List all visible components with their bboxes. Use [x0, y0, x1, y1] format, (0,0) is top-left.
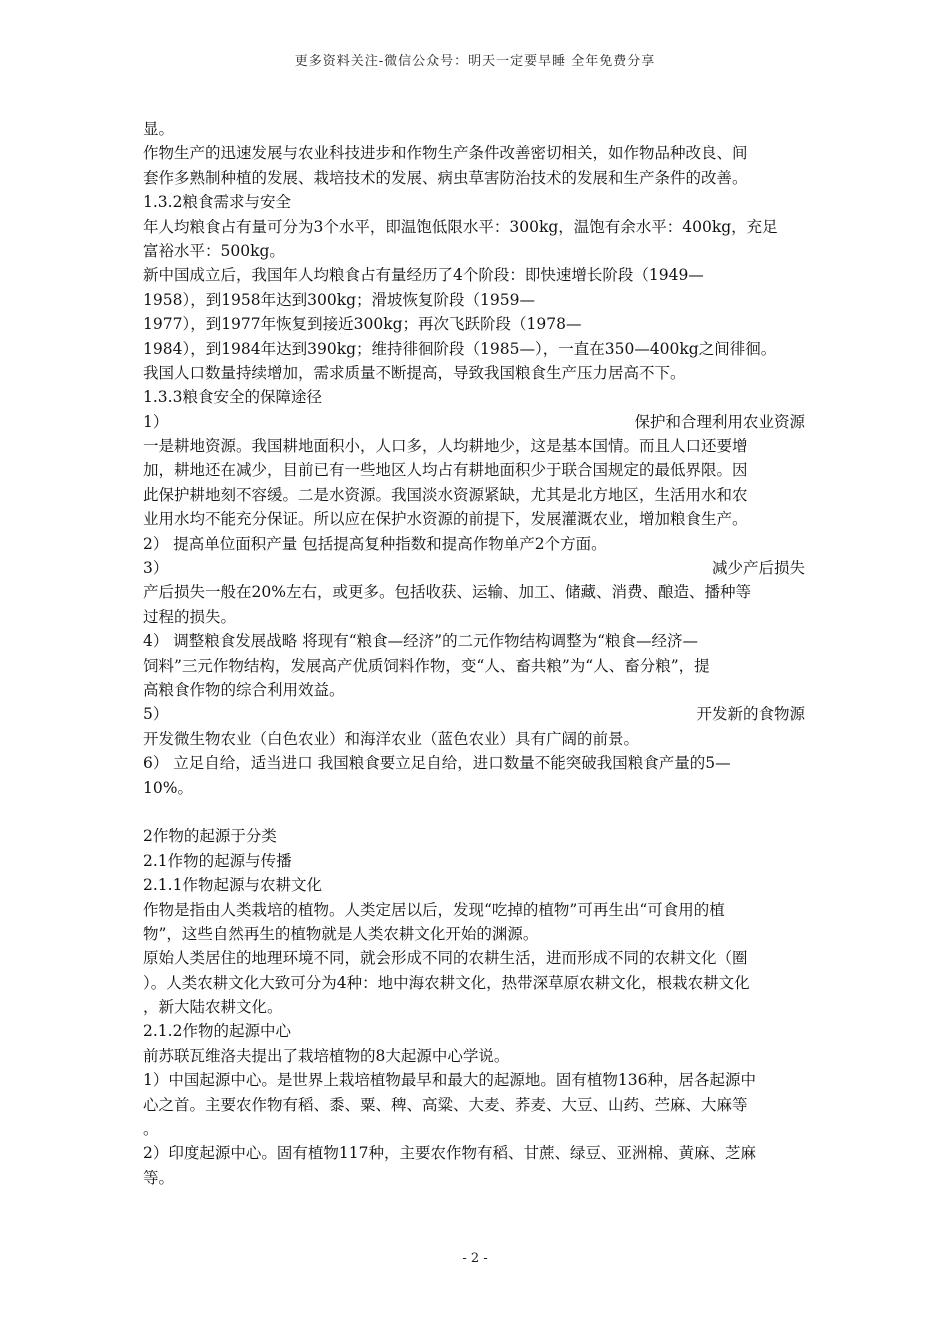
- text-line: 此保护耕地刻不容缓。二是水资源。我国淡水资源紧缺，尤其是北方地区，生活用水和农: [143, 485, 748, 504]
- text-line: 产后损失一般在20%左右，或更多。包括收获、运输、加工、储藏、消费、酿造、播种等: [143, 583, 751, 602]
- item-number: 5）: [143, 705, 169, 724]
- text-line: ）。人类农耕文化大致可分为4种：地中海农耕文化，热带深草原农耕文化，根栽农耕文化: [143, 973, 750, 992]
- text-line: 作物是指由人类栽培的植物。人类定居以后，发现“吃掉的植物”可再生出“可食用的植: [143, 900, 725, 919]
- text-line: 我国人口数量持续增加，需求质量不断提高，导致我国粮食生产压力居高不下。: [143, 363, 686, 382]
- text-line: 2） 提高单位面积产量 包括提高复种指数和提高作物单产2个方面。: [143, 534, 607, 553]
- text-line: 。: [143, 1120, 159, 1139]
- text-line: 套作多熟制种植的发展、栽培技术的发展、病虫草害防治技术的发展和生产条件的改善。: [143, 168, 748, 187]
- text-line: 物”，这些自然再生的植物就是人类农耕文化开始的渊源。: [143, 924, 539, 943]
- page-header: 更多资料关注-微信公众号：明天一定要早睡 全年免费分享: [294, 54, 656, 69]
- text-line: ，新大陆农耕文化。: [143, 998, 283, 1017]
- item-number: 1）: [143, 412, 169, 431]
- item-title: 减少产后损失: [711, 559, 805, 578]
- text-line: 开发微生物农业（白色农业）和海洋农业（蓝色农业）具有广阔的前景。: [143, 729, 640, 748]
- section-heading: 2.1.2作物的起源中心: [143, 1022, 291, 1041]
- text-line: 等。: [143, 1168, 175, 1187]
- text-line: 6） 立足自给，适当进口 我国粮食要立足自给，进口数量不能突破我国粮食产量的5—: [143, 754, 731, 773]
- text-line: 10%。: [143, 778, 193, 797]
- item-title: 开发新的食物源: [696, 705, 805, 724]
- text-line: 饲料”三元作物结构，发展高产优质饲料作物，变“人、畜共粮”为“人、畜分粮”，提: [143, 656, 710, 675]
- text-line: 1）中国起源中心。是世界上栽培植物最早和最大的起源地。固有植物136种，居各起源中: [143, 1071, 756, 1090]
- blank-line: [143, 800, 805, 824]
- text-line: 4） 调整粮食发展战略 将现有“粮食—经济”的二元作物结构调整为“粮食—经济—: [143, 632, 698, 651]
- page-number: - 2 -: [462, 1251, 488, 1266]
- list-item-heading: [143, 410, 805, 434]
- section-heading: 2.1.1作物起源与农耕文化: [143, 876, 322, 895]
- list-item-heading: [143, 702, 805, 726]
- text-line: 业用水均不能充分保证。所以应在保护水资源的前提下，发展灌溉农业，增加粮食生产。: [143, 510, 748, 529]
- list-item-heading: [143, 556, 805, 580]
- text-line: 1984），到1984年达到390kg；维持徘徊阶段（1985—），一直在350—400kg之间徘徊。: [143, 339, 777, 358]
- text-line: 作物生产的迅速发展与农业科技进步和作物生产条件改善密切相关，如作物品种改良、间: [143, 144, 748, 163]
- text-line: 显。: [143, 120, 175, 138]
- text-line: 2）印度起源中心。固有植物117种，主要农作物有稻、甘蔗、绿豆、亚洲棉、黄麻、芝麻: [143, 1144, 756, 1163]
- text-line: 高粮食作物的综合利用效益。: [143, 680, 345, 699]
- chapter-heading: 2作物的起源于分类: [143, 827, 277, 846]
- text-line: 新中国成立后，我国年人均粮食占有量经历了4个阶段：即快速增长阶段（1949—: [143, 266, 704, 285]
- text-line: 原始人类居住的地理环境不同，就会形成不同的农耕生活，进而形成不同的农耕文化（圈: [143, 949, 748, 968]
- item-title: 保护和合理利用农业资源: [634, 412, 805, 431]
- text-line: 一是耕地资源。我国耕地面积小，人口多，人均耕地少，这是基本国情。而且人口还要增: [143, 437, 748, 456]
- section-heading: 2.1作物的起源与传播: [143, 851, 292, 870]
- text-line: 心之首。主要农作物有稻、黍、粟、稗、高粱、大麦、荞麦、大豆、山药、苎麻、大麻等: [143, 1095, 748, 1114]
- item-number: 3）: [143, 559, 169, 578]
- text-line: 前苏联瓦维洛夫提出了栽培植物的8大起源中心学说。: [143, 1046, 510, 1065]
- document-body: [143, 117, 805, 1190]
- section-heading: 1.3.2粮食需求与安全: [143, 193, 291, 212]
- text-line: 过程的损失。: [143, 607, 237, 626]
- text-line: 1958），到1958年达到300kg；滑坡恢复阶段（1959—: [143, 290, 535, 309]
- section-heading: 1.3.3粮食安全的保障途径: [143, 388, 322, 407]
- text-line: 年人均粮食占有量可分为3个水平，即温饱低限水平：300kg，温饱有余水平：400kg，充足: [143, 217, 778, 236]
- text-line: 加，耕地还在减少，目前已有一些地区人均占有耕地面积少于联合国规定的最低界限。因: [143, 461, 748, 480]
- text-line: 1977），到1977年恢复到接近300kg；再次飞跃阶段（1978—: [143, 315, 582, 334]
- text-line: 富裕水平：500kg。: [143, 241, 285, 260]
